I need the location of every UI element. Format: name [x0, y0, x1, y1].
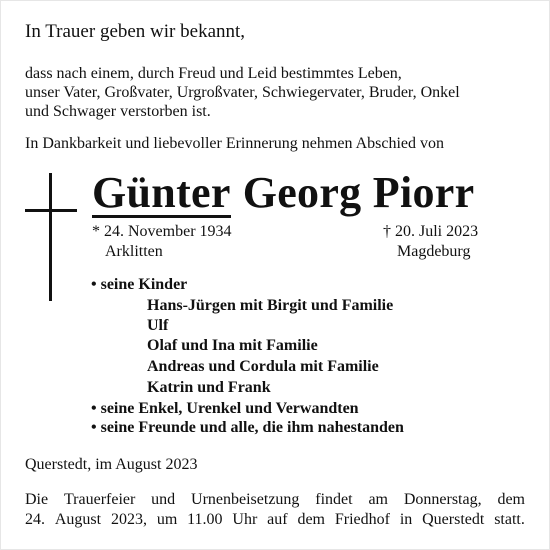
funeral-info — [25, 490, 525, 530]
mourner-child: Ulf — [147, 317, 169, 334]
farewell-line: In Dankbarkeit und liebevoller Erinnerung nehmen Abschied von — [25, 135, 444, 152]
death-date: † 20. Juli 2023 — [383, 223, 479, 240]
funeral-word: 2023, — [110, 511, 147, 528]
funeral-word: Donnerstag, — [403, 491, 482, 508]
deceased-first-name: Günter — [92, 168, 231, 217]
mourners-grandchildren: • seine Enkel, Urenkel und Verwandten — [91, 400, 359, 417]
paragraph-line: und Schwager verstorben ist. — [25, 103, 211, 120]
funeral-word: dem — [497, 491, 525, 508]
mourners-children-heading: • seine Kinder — [91, 276, 188, 293]
funeral-word: Uhr — [232, 511, 258, 528]
funeral-word: um — [156, 511, 178, 528]
funeral-word: Querstedt — [422, 511, 485, 528]
funeral-word: dem — [297, 511, 325, 528]
birth-place: Arklitten — [105, 243, 163, 260]
mourner-child: Katrin und Frank — [147, 379, 271, 396]
mourner-child: Olaf und Ina mit Familie — [147, 337, 318, 354]
funeral-word: in — [399, 511, 413, 528]
funeral-word: und — [151, 491, 176, 508]
funeral-word: Urnenbeisetzung — [191, 491, 300, 508]
funeral-line-2 — [25, 510, 525, 530]
mourner-child: Andreas und Cordula mit Familie — [147, 358, 379, 375]
mourner-child: Hans-Jürgen mit Birgit und Familie — [147, 297, 394, 314]
paragraph-line: dass nach einem, durch Freud und Leid bestimmtes Leben, — [25, 65, 402, 82]
intro-line: In Trauer geben wir bekannt, — [25, 21, 246, 42]
announcement-paragraph — [25, 64, 460, 121]
funeral-word: auf — [267, 511, 288, 528]
death-place: Magdeburg — [397, 243, 471, 260]
cross-icon — [25, 173, 77, 301]
funeral-word: Trauerfeier — [63, 491, 136, 508]
place-date: Querstedt, im August 2023 — [25, 456, 198, 473]
funeral-word: am — [368, 491, 388, 508]
funeral-word: 24. — [25, 511, 45, 528]
funeral-line-1 — [25, 490, 525, 510]
birth-date: * 24. November 1934 — [92, 223, 232, 240]
funeral-word: August — [54, 511, 102, 528]
funeral-word: 11.00 — [187, 511, 223, 528]
funeral-word: Friedhof — [334, 511, 390, 528]
deceased-name — [92, 167, 474, 218]
funeral-word: statt. — [494, 511, 525, 528]
deceased-rest-name: Georg Piorr — [242, 168, 475, 217]
funeral-word: findet — [315, 491, 353, 508]
mourners-friends: • seine Freunde und alle, die ihm nahestanden — [91, 419, 404, 436]
funeral-word: Die — [25, 491, 49, 508]
paragraph-line: unser Vater, Großvater, Urgroßvater, Schwiegervater, Bruder, Onkel — [25, 84, 460, 101]
